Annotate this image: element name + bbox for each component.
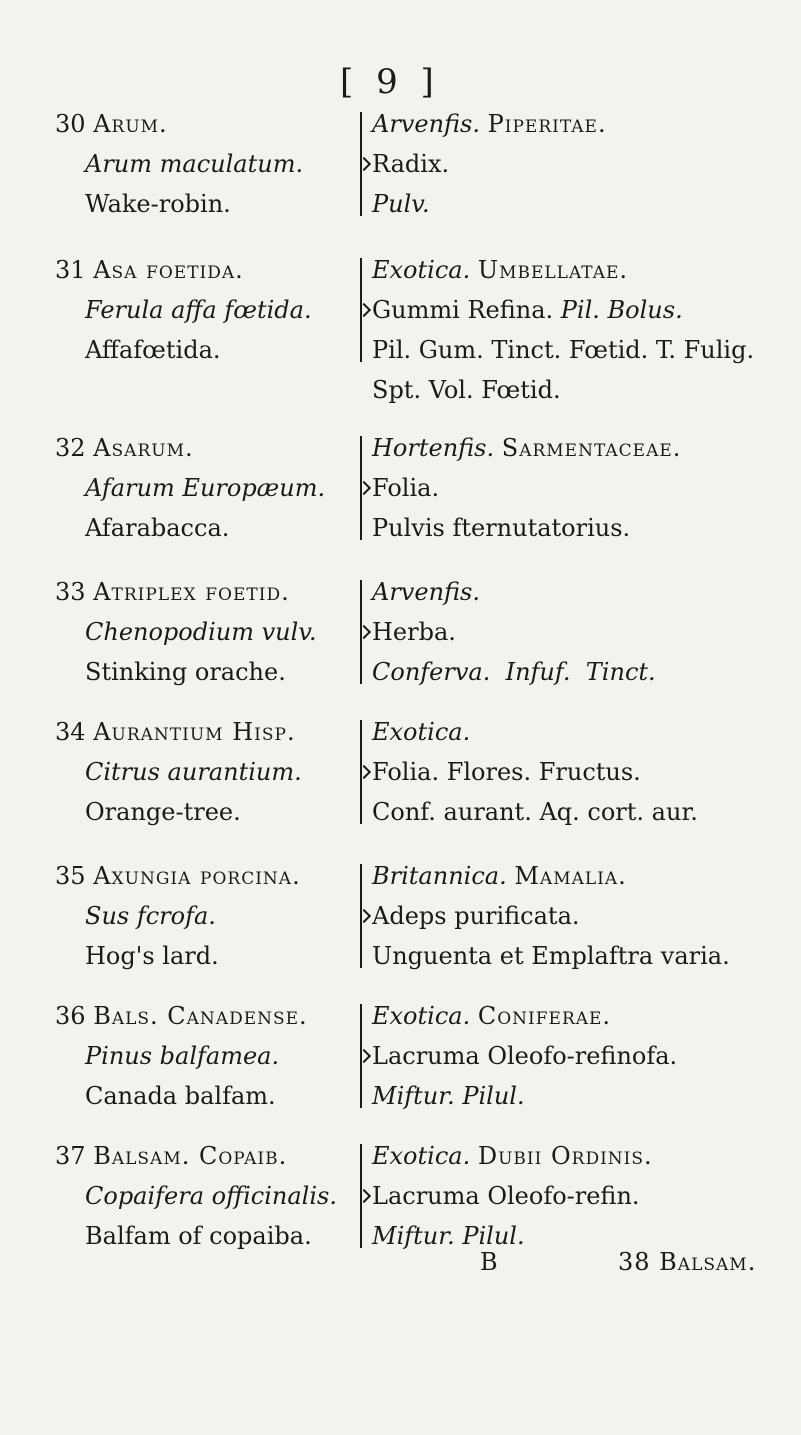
brace-icon	[346, 1144, 362, 1248]
habitat: Arvenfis.	[372, 578, 480, 606]
entry-latin-title: Axungia porcina.	[93, 862, 301, 890]
preparation: Conferva.	[372, 658, 491, 686]
part-used: Folia.	[372, 474, 440, 502]
entry-left-column	[55, 712, 355, 832]
part-used: Radix.	[372, 150, 450, 178]
part-used: Herba.	[372, 618, 456, 646]
entry-left-column	[55, 572, 355, 692]
entry-number: 37	[55, 1142, 86, 1170]
entry-number: 32	[55, 434, 86, 462]
order: Dubii Ordinis.	[477, 1142, 653, 1170]
catchword: 38 Balsam.	[618, 1248, 757, 1276]
part-used: Gummi Refina.	[372, 296, 554, 324]
entry-left-column	[55, 104, 355, 224]
preparation: Pilul.	[462, 1222, 525, 1250]
entry-common-name: Afarabacca.	[85, 514, 230, 542]
entry-common-name: Canada balfam.	[85, 1082, 276, 1110]
entry-right-column	[372, 856, 797, 976]
brace-icon	[346, 864, 362, 968]
entry-common-name: Affafœtida.	[85, 336, 221, 364]
entry-binomial: Arum maculatum.	[85, 150, 304, 178]
part-used: Lacruma Oleofo-refin.	[372, 1182, 640, 1210]
preparation: Tinct.	[585, 658, 656, 686]
order: Sarmentaceae.	[501, 434, 682, 462]
entry-right-column	[372, 250, 797, 410]
entry-binomial: Sus fcrofa.	[85, 902, 216, 930]
preparation: Unguenta et Emplaftra varia.	[372, 942, 730, 970]
entry-binomial: Afarum Europæum.	[85, 474, 326, 502]
habitat: Exotica.	[372, 718, 471, 746]
entry-right-column	[372, 996, 797, 1116]
habitat: Exotica.	[372, 1142, 471, 1170]
entry-common-name: Balfam of copaiba.	[85, 1222, 312, 1250]
entry-left-column	[55, 428, 355, 548]
entry-number: 36	[55, 1002, 86, 1030]
entry-right-column	[372, 712, 797, 832]
entry-right-column	[372, 1136, 797, 1256]
entry-number: 33	[55, 578, 86, 606]
part-used: Folia. Flores. Fructus.	[372, 758, 641, 786]
habitat: Arvenfis.	[372, 110, 480, 138]
order: Mamalia.	[514, 862, 627, 890]
entry-left-column	[55, 856, 355, 976]
entry-latin-title: Asa foetida.	[93, 256, 244, 284]
entry-common-name: Orange-tree.	[85, 798, 241, 826]
brace-icon	[346, 258, 362, 362]
entry-latin-title: Arum.	[93, 110, 168, 138]
order: Piperitae.	[487, 110, 607, 138]
entry-number: 35	[55, 862, 86, 890]
entry-left-column	[55, 996, 355, 1116]
entry-number: 31	[55, 256, 86, 284]
order: Umbellatae.	[477, 256, 629, 284]
page-header: [ 9 ]	[340, 62, 440, 102]
entry-number: 34	[55, 718, 86, 746]
entry-binomial: Ferula affa fœtida.	[85, 296, 312, 324]
entry-number: 30	[55, 110, 86, 138]
preparation: Pilul.	[462, 1082, 525, 1110]
entry-common-name: Stinking orache.	[85, 658, 286, 686]
habitat: Hortenfis.	[372, 434, 495, 462]
brace-icon	[346, 1004, 362, 1108]
brace-icon	[346, 580, 362, 684]
brace-icon	[346, 720, 362, 824]
part-used: Adeps purificata.	[372, 902, 580, 930]
habitat: Exotica.	[372, 256, 471, 284]
preparation: Pulv.	[372, 190, 430, 218]
habitat: Exotica.	[372, 1002, 471, 1030]
preparation: Infuf.	[505, 658, 571, 686]
habitat: Britannica.	[372, 862, 507, 890]
entry-right-column	[372, 428, 797, 548]
entry-binomial: Pinus balfamea.	[85, 1042, 280, 1070]
entry-latin-title: Bals. Canadense.	[93, 1002, 308, 1030]
preparation: Miftur.	[372, 1222, 455, 1250]
entry-binomial: Citrus aurantium.	[85, 758, 302, 786]
brace-icon	[346, 436, 362, 540]
preparation: Bolus.	[607, 296, 683, 324]
preparation-list: Spt. Vol. Fœtid.	[372, 376, 561, 404]
entry-latin-title: Asarum.	[93, 434, 194, 462]
entry-latin-title: Atriplex foetid.	[93, 578, 290, 606]
part-used: Lacruma Oleofo-refinofa.	[372, 1042, 678, 1070]
signature-mark: B	[480, 1248, 498, 1276]
entry-common-name: Hog's lard.	[85, 942, 219, 970]
entry-right-column	[372, 572, 797, 692]
entry-right-column	[372, 104, 797, 224]
entry-common-name: Wake-robin.	[85, 190, 231, 218]
brace-icon	[346, 112, 362, 216]
preparation-list: Pil. Gum. Tinct. Fœtid. T. Fulig.	[372, 336, 755, 364]
entry-binomial: Chenopodium vulv.	[85, 618, 317, 646]
preparation: Miftur.	[372, 1082, 455, 1110]
entry-latin-title: Aurantium Hisp.	[93, 718, 296, 746]
entry-binomial: Copaifera officinalis.	[85, 1182, 337, 1210]
order: Coniferae.	[477, 1002, 612, 1030]
entry-left-column	[55, 1136, 355, 1256]
entry-left-column	[55, 250, 355, 370]
preparation: Conf. aurant. Aq. cort. aur.	[372, 798, 698, 826]
preparation: Pulvis fternutatorius.	[372, 514, 631, 542]
entry-latin-title: Balsam. Copaib.	[93, 1142, 288, 1170]
preparation: Pil.	[560, 296, 600, 324]
